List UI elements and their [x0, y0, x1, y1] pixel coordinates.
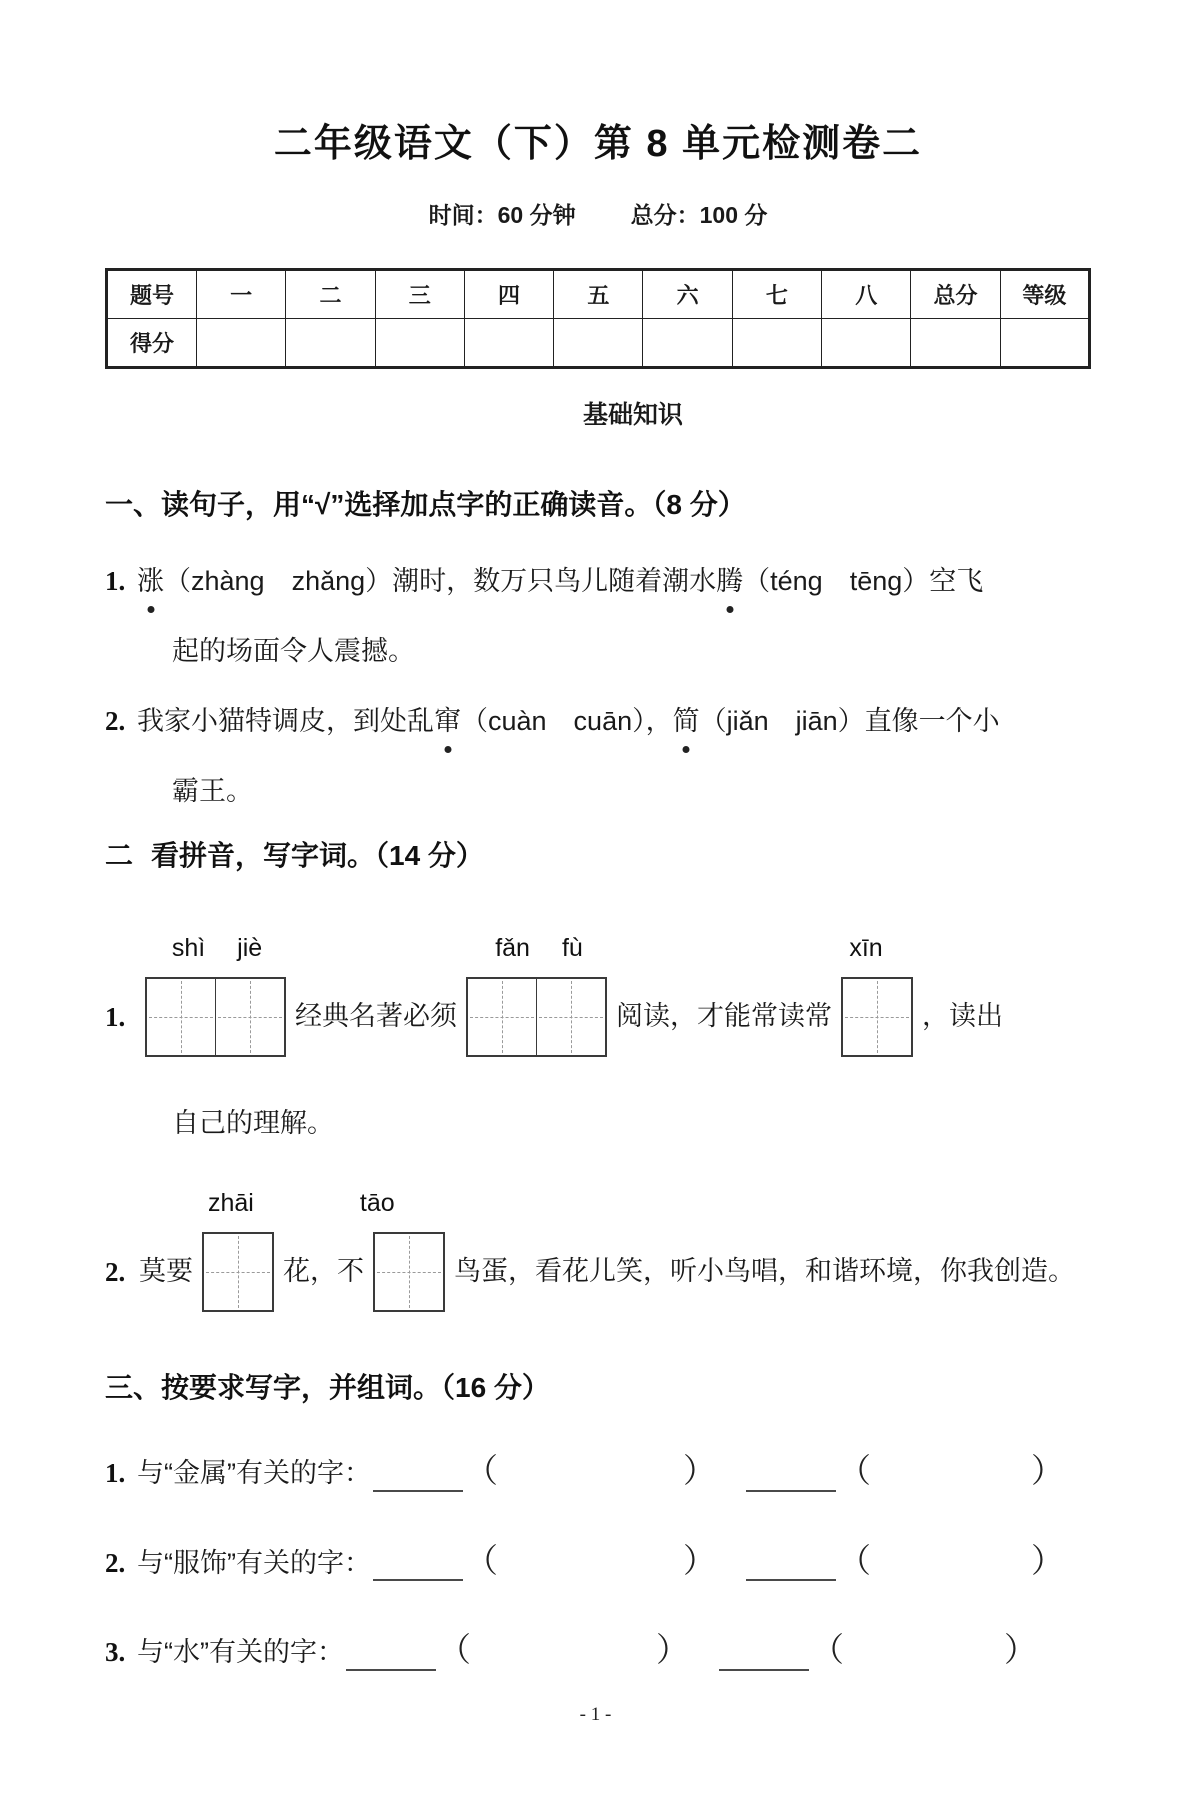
answer-blank[interactable] — [373, 1549, 463, 1581]
section1-item2-line2 — [105, 771, 1091, 813]
score-input-cell[interactable] — [375, 319, 464, 368]
section3-item — [105, 1625, 1091, 1675]
emphasized-char: 涨 — [137, 561, 164, 603]
paren-close: ） — [682, 1541, 716, 1579]
sentence-text: 阅读，才能常读常 — [616, 1001, 832, 1032]
section1-item1-line1 — [105, 561, 1091, 603]
sentence-text: 经典名著必须 — [295, 1001, 457, 1032]
item-number: 1. — [105, 1001, 126, 1032]
test-paper-page — [0, 112, 1191, 1796]
time-label: 时间：60 分钟 — [428, 202, 576, 228]
page-number: - 1 - — [579, 1704, 612, 1725]
pinyin-label: xīn — [849, 934, 883, 963]
section2-heading: 二 看拼音，写字词。（14 分） — [105, 840, 484, 872]
answer-blank[interactable] — [746, 1460, 836, 1492]
section3-item — [105, 1536, 1091, 1586]
item-number: 2. — [105, 705, 126, 736]
pinyin-label: fǎn fù — [495, 934, 583, 963]
score-input-cell[interactable] — [732, 319, 821, 368]
pinyin-label: shì jiè — [171, 934, 263, 963]
sentence-text: 花，不 — [283, 1256, 364, 1287]
writing-box[interactable] — [841, 977, 913, 1057]
section2-item1-line1 — [105, 977, 1091, 1057]
score-input-cell[interactable] — [464, 319, 553, 368]
score-table-header-row — [107, 270, 1090, 319]
paren-close: ） — [655, 1631, 689, 1669]
paren-open: （ — [810, 1631, 844, 1669]
writing-box[interactable] — [466, 977, 607, 1057]
score-table-score-row — [107, 319, 1090, 368]
section1-item2-line1 — [105, 701, 1091, 743]
sentence-text: 自己的理解。 — [172, 1108, 334, 1139]
answer-blank[interactable] — [346, 1639, 436, 1671]
item-number: 1. — [105, 1458, 126, 1489]
paren-open: （ — [464, 1541, 498, 1579]
item-number: 2. — [105, 1547, 126, 1578]
paren-close: ） — [1030, 1541, 1064, 1579]
answer-blank[interactable] — [746, 1549, 836, 1581]
prompt-text: 与“金属”有关的字： — [137, 1458, 371, 1489]
sentence-text: 我家小猫特调皮，到处乱窜（cuàn cuān），简（jiǎn jiān）直像一个小 — [137, 701, 1000, 743]
sentence-text: 涨（zhàng zhǎng）潮时，数万只鸟儿随着潮水腾（téng tēng）空飞 — [137, 561, 983, 603]
paper-meta — [105, 197, 1091, 230]
score-input-cell[interactable] — [822, 319, 911, 368]
pinyin-label: tāo — [359, 1189, 395, 1218]
emphasized-char: 窜 — [434, 701, 461, 743]
writing-box[interactable] — [373, 1232, 445, 1312]
score-column-header: 五 — [554, 270, 643, 319]
item-number: 1. — [105, 566, 126, 596]
prompt-text: 与“水”有关的字： — [137, 1637, 344, 1668]
answer-blank[interactable] — [373, 1460, 463, 1492]
writing-box[interactable] — [145, 977, 286, 1057]
score-column-header: 七 — [732, 270, 821, 319]
paren-open: （ — [437, 1631, 471, 1669]
score-table — [105, 268, 1091, 369]
paren-close: ） — [1003, 1631, 1037, 1669]
score-column-header: 等级 — [1000, 270, 1089, 319]
emphasized-char: 腾 — [716, 561, 743, 603]
total-score-label: 总分：100 分 — [630, 202, 768, 228]
score-input-cell[interactable] — [554, 319, 643, 368]
score-column-header: 八 — [822, 270, 911, 319]
sentence-text: 霸王。 — [172, 775, 253, 806]
score-column-header: 二 — [286, 270, 375, 319]
pinyin-label: zhāi — [208, 1189, 254, 1218]
score-input-cell[interactable] — [911, 319, 1000, 368]
writing-box[interactable] — [202, 1232, 274, 1312]
paren-close: ） — [682, 1452, 716, 1490]
page-title: 二年级语文（下）第 8 单元检测卷二 — [273, 123, 923, 165]
pinyin-row — [105, 1189, 1091, 1218]
section3-heading: 三、按要求写字，并组词。（16 分） — [105, 1372, 550, 1404]
item-number: 2. — [105, 1256, 126, 1287]
score-column-header: 总分 — [911, 270, 1000, 319]
score-column-header: 六 — [643, 270, 732, 319]
score-input-cell[interactable] — [286, 319, 375, 368]
score-input-cell[interactable] — [197, 319, 286, 368]
paren-open: （ — [464, 1452, 498, 1490]
item-number: 3. — [105, 1637, 126, 1668]
sentence-text: 起的场面令人震撼。 — [172, 635, 415, 666]
sentence-text: ，读出 — [922, 1001, 1003, 1032]
section3-item — [105, 1446, 1091, 1496]
section2-item2-line1 — [105, 1232, 1091, 1312]
answer-blank[interactable] — [719, 1639, 809, 1671]
section1-heading: 一、读句子，用“√”选择加点字的正确读音。（8 分） — [105, 489, 746, 520]
score-input-cell[interactable] — [1000, 319, 1089, 368]
score-table-corner-label: 题号 — [107, 270, 197, 319]
paren-open: （ — [837, 1541, 871, 1579]
paren-close: ） — [1030, 1452, 1064, 1490]
prompt-text: 与“服饰”有关的字： — [137, 1547, 371, 1578]
section2-item1-line2 — [105, 1103, 1091, 1145]
sentence-text: 莫要 — [139, 1256, 193, 1287]
score-input-cell[interactable] — [643, 319, 732, 368]
score-column-header: 四 — [464, 270, 553, 319]
score-column-header: 三 — [375, 270, 464, 319]
score-row-label: 得分 — [107, 319, 197, 368]
pinyin-row — [105, 934, 1091, 963]
part-header: 基础知识 — [582, 401, 683, 429]
paren-open: （ — [837, 1452, 871, 1490]
sentence-text: 鸟蛋，看花儿笑，听小鸟唱，和谐环境，你我创造。 — [454, 1256, 1075, 1287]
score-column-header: 一 — [197, 270, 286, 319]
section1-item1-line2 — [105, 631, 1091, 673]
emphasized-char: 简 — [673, 701, 700, 743]
